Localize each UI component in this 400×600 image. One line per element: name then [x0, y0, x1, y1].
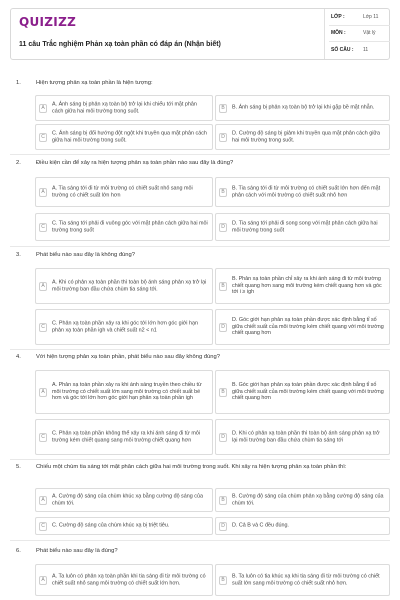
question-number: 4. — [16, 354, 21, 360]
option-text: B. Phản xạ toàn phần chỉ xảy ra khi ánh sáng đi từ môi trường chiết quang hơn sang môi trường kém chiết quang hơn và góc tới i ≥ igh — [232, 276, 382, 296]
question-text: Điều kiện cần để xảy ra hiện tượng phản xạ toàn phần nào sau đây là đúng? — [36, 160, 234, 166]
option-text: D. Tia sáng tới phải đi song song với mặt phân cách giữa hai môi trường trong suốt — [232, 220, 378, 233]
question-header — [10, 252, 390, 262]
question-1 — [10, 80, 390, 90]
option-text: D. Khi có phản xạ toàn phần thì toàn bộ ánh sáng phản xạ trở lại môi trường ban đầu chứa chùm tia sáng tới — [232, 430, 380, 443]
option-letter: A — [39, 576, 47, 585]
option-letter: C — [39, 133, 47, 142]
question-text: Phát biểu nào sau đây là không đúng? — [36, 252, 135, 258]
option-a[interactable] — [35, 564, 213, 596]
option-d[interactable] — [215, 309, 390, 345]
question-number: 3. — [16, 252, 21, 258]
question-5 — [10, 464, 390, 474]
option-c[interactable] — [35, 309, 213, 345]
option-text: D. Góc giới hạn phản xạ toàn phần được xác định bằng tỉ số giữa chiết suất của môi trường kém chiết quang với môi trường chiết quang hơn — [232, 317, 384, 337]
option-letter: D — [219, 433, 227, 442]
option-text: B. Tia sáng tới đi từ môi trường có chiết suất lớn hơn đến mặt phân cách với môi trường có chiết suất nhỏ hơn — [232, 185, 381, 198]
question-divider — [10, 540, 390, 541]
question-header — [10, 354, 390, 364]
option-letter: B — [219, 188, 227, 197]
option-text: A. Ánh sáng bị phản xạ toàn bộ trở lại khi chiếu tới mặt phân cách giữa hai môi trường trong suốt. — [52, 101, 197, 114]
option-c[interactable] — [35, 419, 213, 455]
option-text: A. Cường độ sáng của chùm khúc xạ bằng cường độ sáng của chùm tới. — [52, 493, 203, 506]
option-b[interactable] — [215, 564, 390, 596]
option-d[interactable] — [215, 213, 390, 241]
option-c[interactable] — [35, 517, 213, 535]
option-letter: B — [219, 496, 227, 505]
question-number: 5. — [16, 464, 21, 470]
question-2 — [10, 160, 390, 170]
meta-row-subject — [329, 26, 390, 43]
option-text: C. Ánh sáng bị đổi hướng đột ngột khi truyền qua mặt phân cách giữa hai môi trường trong suốt. — [52, 130, 207, 143]
option-c[interactable] — [35, 124, 213, 150]
option-text: C. Cường độ sáng của chùm khúc xạ bị triệt tiêu. — [52, 522, 170, 529]
meta-label: MÔN : — [331, 30, 346, 37]
option-b[interactable] — [215, 177, 390, 207]
option-letter: A — [39, 282, 47, 291]
option-a[interactable] — [35, 488, 213, 512]
option-a[interactable] — [35, 370, 213, 414]
option-letter: C — [39, 522, 47, 531]
option-letter: D — [219, 133, 227, 142]
option-text: C. Tia sáng tới phải đi vuông góc với mặt phân cách giữa hai môi trường trong suốt — [52, 220, 208, 233]
meta-panel — [329, 9, 390, 59]
question-number: 6. — [16, 548, 21, 554]
option-text: A. Tia sáng tới đi từ môi trường có chiết suất nhỏ sang môi trường có chiết suất lớn hơn — [52, 185, 193, 198]
option-a[interactable] — [35, 268, 213, 304]
question-header — [10, 464, 390, 474]
meta-divider — [324, 9, 325, 59]
option-text: D. Cường độ sáng bị giảm khi truyền qua mặt phân cách giữa hai môi trường trong suốt. — [232, 130, 380, 143]
question-divider — [10, 246, 390, 247]
option-b[interactable] — [215, 268, 390, 304]
meta-value: Lớp 11 — [363, 13, 379, 20]
question-number: 2. — [16, 160, 21, 166]
question-text: Hiện tượng phản xạ toàn phần là hiện tượng: — [36, 80, 153, 86]
option-b[interactable] — [215, 370, 390, 414]
option-letter: C — [39, 323, 47, 332]
option-a[interactable] — [35, 177, 213, 207]
question-3 — [10, 252, 390, 262]
option-d[interactable] — [215, 124, 390, 150]
option-letter: B — [219, 282, 227, 291]
option-letter: B — [219, 576, 227, 585]
option-a[interactable] — [35, 95, 213, 121]
question-number: 1. — [16, 80, 21, 86]
option-text: B. Ánh sáng bị phản xạ toàn bộ trở lại khi gặp bề mặt nhẵn. — [232, 104, 375, 111]
option-letter: B — [219, 104, 227, 113]
meta-row-count — [329, 42, 390, 59]
question-header — [10, 548, 390, 558]
option-text: C. Phản xạ toàn phần xảy ra khi góc tới lớn hơn góc giới hạn phản xạ toàn phần igh và chiết suất n2 < n1 — [52, 320, 198, 333]
option-text: A. Khi có phản xạ toàn phần thì toàn bộ ánh sáng phản xạ trở lại môi trường ban đầu chứa chùm tia sáng tới. — [52, 279, 207, 292]
question-text: Phát biểu nào sau đây là đúng? — [36, 548, 118, 554]
option-letter: C — [39, 223, 47, 232]
worksheet-header — [10, 8, 390, 60]
question-6 — [10, 548, 390, 558]
option-letter: A — [39, 104, 47, 113]
option-b[interactable] — [215, 488, 390, 512]
question-divider — [10, 459, 390, 460]
question-header — [10, 160, 390, 170]
option-c[interactable] — [35, 213, 213, 241]
question-divider — [10, 154, 390, 155]
question-4 — [10, 354, 390, 364]
option-letter: D — [219, 522, 227, 531]
option-text: B. Ta luôn có tia khúc xạ khi tia sáng đi từ môi trường có chiết suất lớn sang môi trường có chiết suất nhỏ hơn. — [232, 573, 380, 586]
question-text: Chiếu một chùm tia sáng tới mặt phân cách giữa hai môi trường trong suốt. Khi xảy ra hiện tượng phản xạ toàn phần thì: — [36, 464, 347, 470]
question-header — [10, 80, 390, 90]
option-letter: D — [219, 323, 227, 332]
option-letter: A — [39, 496, 47, 505]
option-letter: D — [219, 223, 227, 232]
quizizz-logo: QUIZIZZ — [19, 15, 77, 29]
meta-value: Vật lý — [363, 30, 376, 37]
meta-label: LỚP : — [331, 13, 345, 20]
option-letter: B — [219, 388, 227, 397]
option-letter: A — [39, 188, 47, 197]
option-d[interactable] — [215, 517, 390, 535]
option-text: B. Cường độ sáng của chùm phản xạ bằng cường độ sáng của chùm tới. — [232, 493, 384, 506]
option-d[interactable] — [215, 419, 390, 455]
option-letter: C — [39, 433, 47, 442]
worksheet-title: 11 câu Trắc nghiệm Phản xạ toàn phần có đáp án (Nhận biết) — [19, 41, 221, 48]
option-letter: A — [39, 388, 47, 397]
option-text: A. Ta luôn có phản xạ toàn phần khi tia sáng đi từ môi trường có chiết suất nhỏ sang môi trường có chiết suất lớn hơn. — [52, 573, 206, 586]
option-text: C. Phản xạ toàn phần không thể xảy ra khi ánh sáng đi từ môi trường kém chiết quang sang môi trường chiết quang hơn — [52, 430, 201, 443]
meta-row-class — [329, 9, 390, 26]
meta-value: 11 — [363, 47, 369, 54]
meta-label: SỐ CÂU : — [331, 47, 354, 54]
question-divider — [10, 349, 390, 350]
option-text: D. Cả B và C đều đúng. — [232, 522, 289, 529]
option-text: B. Góc giới hạn phản xạ toàn phần được xác định bằng tỉ số giữa chiết suất của môi trường kém chiết quang với môi trường chiết quang hơn — [232, 382, 384, 402]
question-text: Với hiện tượng phản xạ toàn phần, phát biểu nào sau đây không đúng? — [36, 354, 220, 360]
option-b[interactable] — [215, 95, 390, 121]
option-text: A. Phản xạ toàn phần xảy ra khi ánh sáng truyền theo chiều từ môi trường có chiết suất lớn sang môi trường có chiết suất bé hơn và góc tới lớn hơn góc giới hạn phản xạ toàn phần igh — [52, 382, 202, 402]
